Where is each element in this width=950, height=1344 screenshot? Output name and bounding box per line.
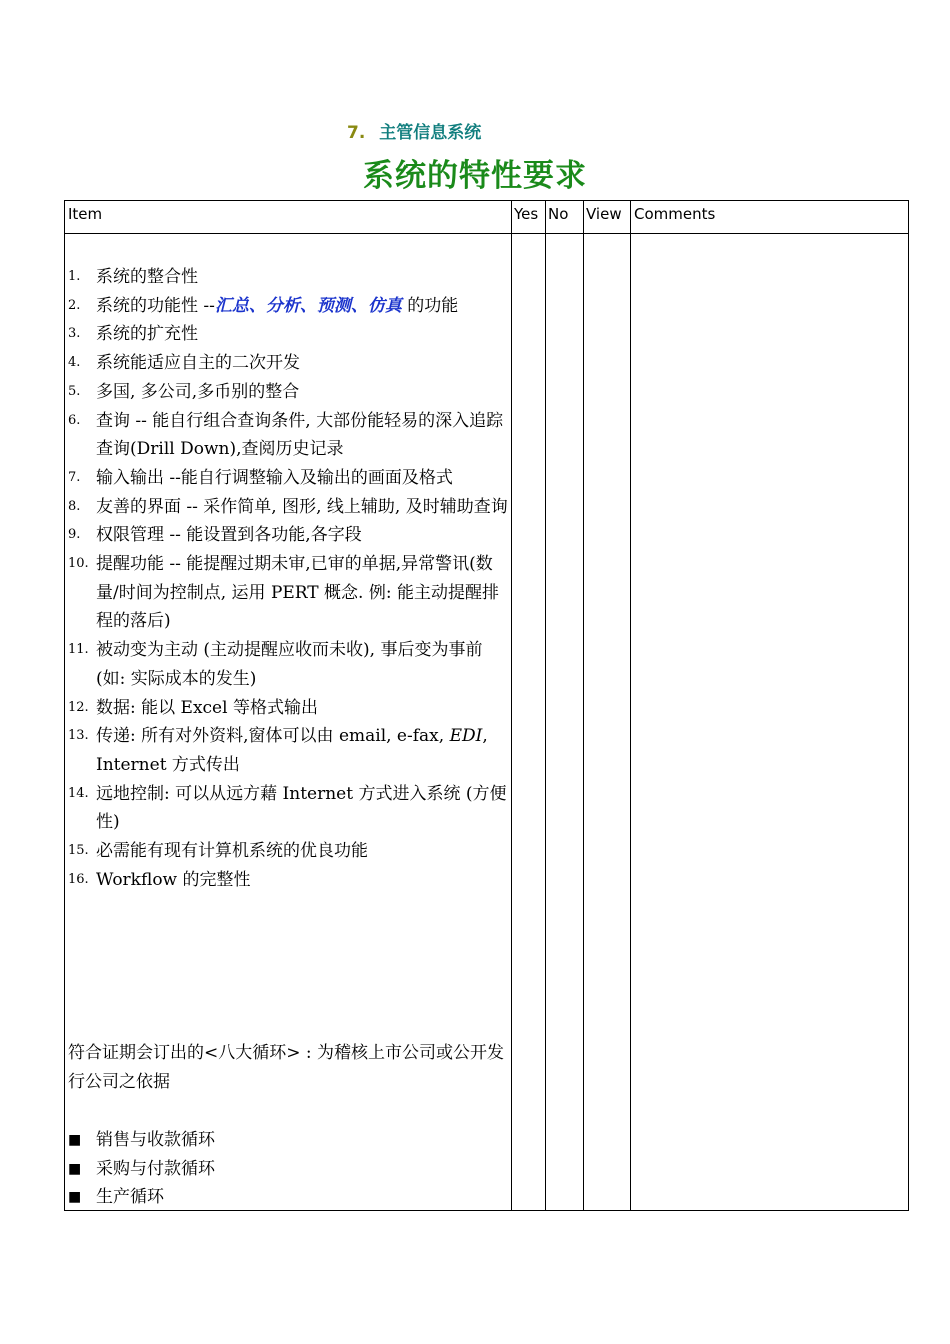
body-cell-yes — [511, 233, 546, 1211]
list-item: 6. 查询 -- 能自行组合查询条件, 大部份能轻易的深入追踪查询(Drill Down),查阅历史记录 — [68, 410, 504, 460]
list-item: 10. 提醒功能 -- 能提醒过期未审,已审的单据,异常警讯(数量/时间为控制点, 运用 PERT 概念. 例: 能主动提醒排程的落后) — [68, 554, 499, 632]
body-cell-no — [545, 233, 584, 1211]
list-item: 16. Workflow 的完整性 — [68, 869, 251, 890]
cycle-note: 符合证期会订出的<八大循环> : 为稽核上市公司或公开发行公司之依据 — [68, 1043, 505, 1092]
header-no-label: No — [548, 205, 569, 223]
feature-list — [68, 263, 508, 894]
list-item: 7. 输入输出 --能自行调整输入及输出的画面及格式 — [68, 467, 453, 488]
list-item: 15. 必需能有现有计算机系统的优良功能 — [68, 841, 368, 862]
cycle-bullet-list — [68, 1126, 508, 1212]
page-title: 系统的特性要求 — [363, 158, 587, 194]
header-item-label: Item — [68, 205, 103, 223]
list-item: ■ 销售与收款循环 — [68, 1126, 508, 1155]
body-cell-comments — [630, 233, 909, 1211]
header-view-label: View — [586, 205, 622, 223]
list-item: 8. 友善的界面 -- 采作简单, 图形, 线上辅助, 及时辅助查询 — [68, 496, 508, 517]
list-item: 14. 远地控制: 可以从远方藉 Internet 方式进入系统 (方便性) — [68, 783, 507, 833]
list-item: 5. 多国, 多公司,多币别的整合 — [68, 381, 300, 402]
section-title: 主管信息系统 — [379, 123, 482, 143]
header-yes-label: Yes — [514, 205, 539, 223]
list-item: 1. 系统的整合性 — [68, 267, 198, 287]
list-item: 12. 数据: 能以 Excel 等格式输出 — [68, 697, 318, 718]
list-item: ■ 生产循环 — [68, 1183, 508, 1212]
bullet-square-icon: ■ — [68, 1160, 82, 1177]
bullet-square-icon: ■ — [68, 1189, 82, 1206]
header-cell-item — [64, 200, 512, 234]
list-item: 2. 系统的功能性 --汇总、分析、预测、仿真 的功能 — [68, 295, 459, 316]
list-item: 4. 系统能适应自主的二次开发 — [68, 353, 300, 374]
list-item: 3. 系统的扩充性 — [68, 324, 198, 345]
list-item: 9. 权限管理 -- 能设置到各功能,各字段 — [68, 525, 362, 546]
list-item: 13. 传递: 所有对外资料,窗体可以由 email, e-fax, EDI, Internet 方式传出 — [68, 726, 488, 775]
section-number: 7. — [347, 123, 366, 143]
list-item: 11. 被动变为主动 (主动提醒应收而未收), 事后变为事前 (如: 实际成本的发生) — [68, 640, 483, 689]
header-comments-label: Comments — [634, 205, 716, 223]
bullet-square-icon: ■ — [68, 1132, 82, 1148]
list-item: ■ 采购与付款循环 — [68, 1155, 508, 1184]
section-heading — [347, 118, 481, 143]
body-cell-view — [583, 233, 631, 1211]
emphasis-text: 汇总、分析、预测、仿真 — [214, 295, 402, 316]
